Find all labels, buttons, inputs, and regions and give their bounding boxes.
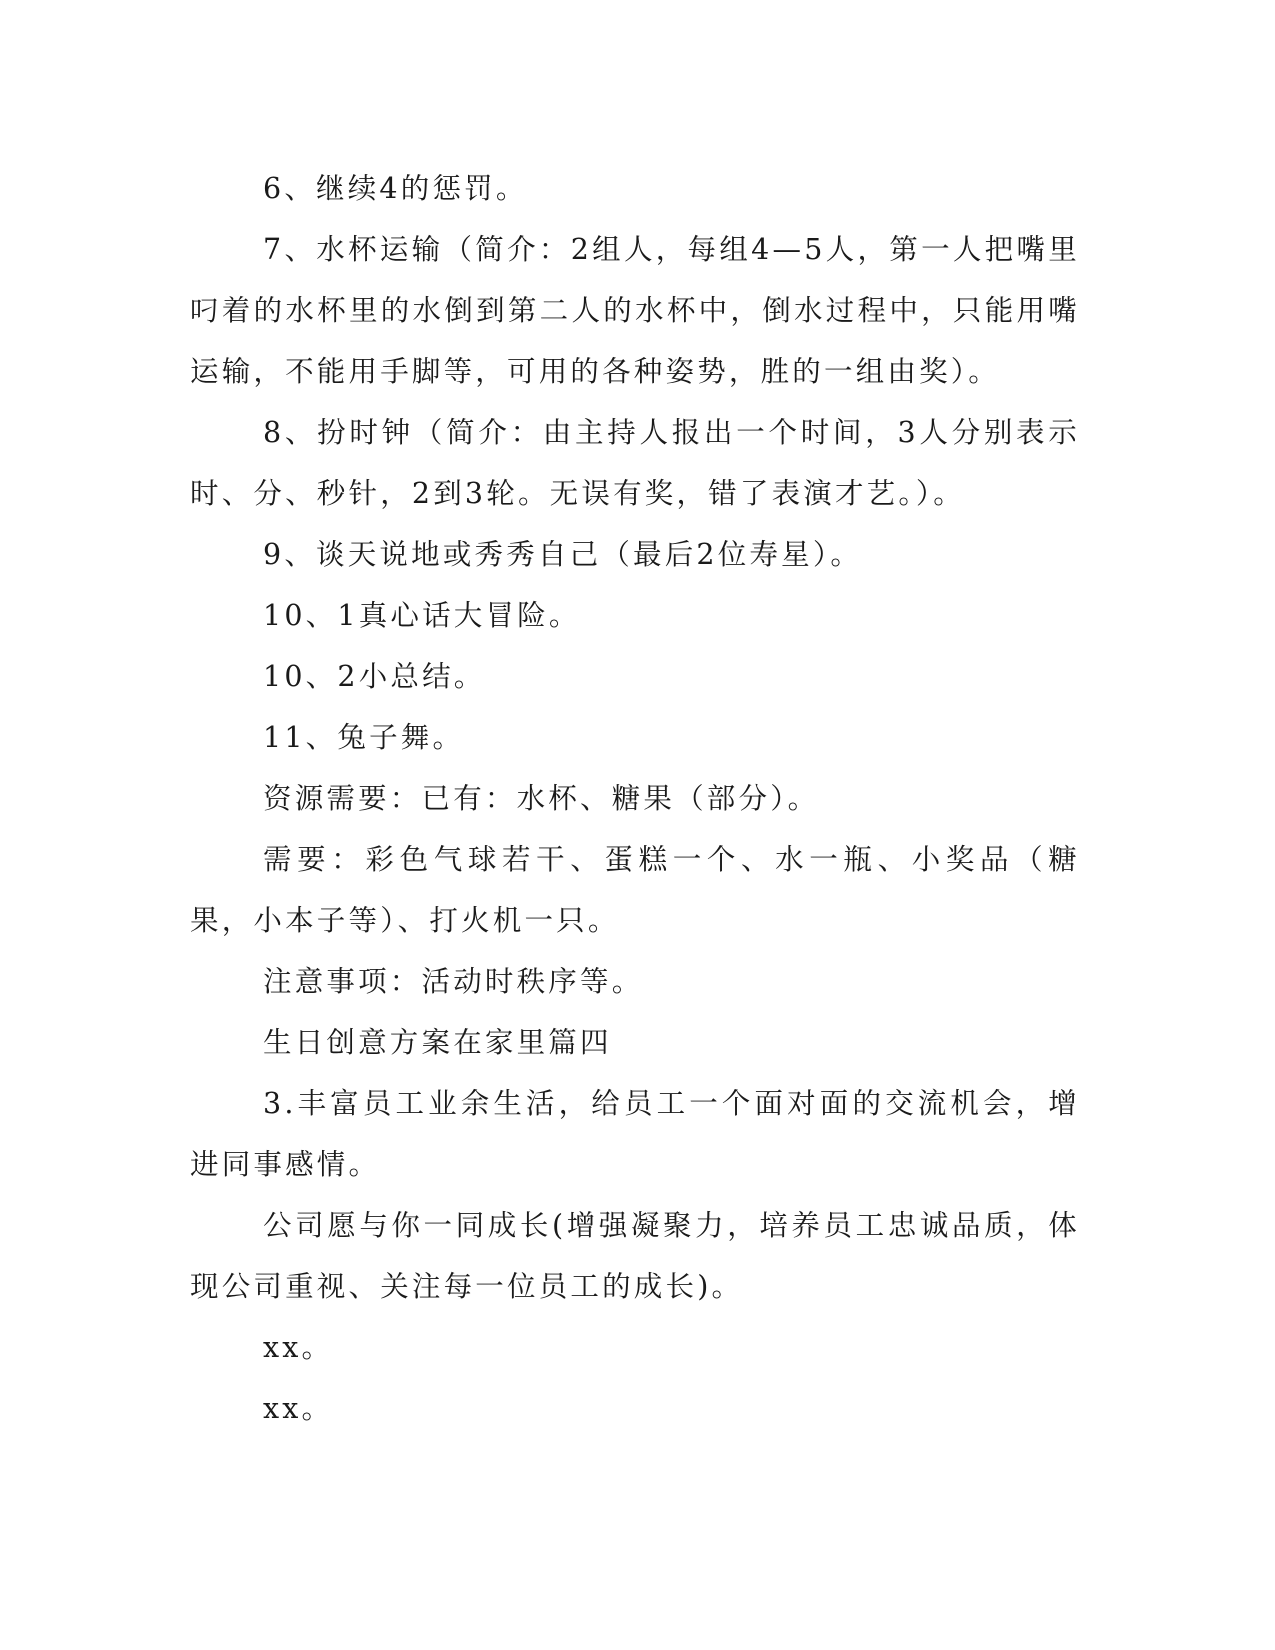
paragraph-item-8-clock: 8、扮时钟（简介：由主持人报出一个时间，3人分别表示时、分、秒针，2到3轮。无误有奖，错了表演才艺。）。 — [190, 416, 1080, 510]
paragraph-item-11-bunny-dance: 11、兔子舞。 — [263, 721, 465, 754]
document-body — [190, 158, 1080, 1439]
paragraph-resources-needed: 需要：彩色气球若干、蛋糕一个、水一瓶、小奖品（糖果，小本子等）、打火机一只。 — [190, 843, 1080, 937]
paragraph-item-9-chat: 9、谈天说地或秀秀自己（最后2位寿星）。 — [263, 538, 863, 571]
paragraph-placeholder-2: xx。 — [263, 1392, 334, 1425]
paragraph-item-7-water-cup: 7、水杯运输（简介：2组人，每组4—5人，第一人把嘴里叼着的水杯里的水倒到第二人的水杯中，倒水过程中，只能用嘴运输，不能用手脚等，可用的各种姿势，胜的一组由奖）。 — [190, 233, 1080, 388]
paragraph-item-6-penalty: 6、继续4的惩罚。 — [263, 172, 528, 205]
paragraph-notes: 注意事项：活动时秩序等。 — [263, 965, 644, 998]
section-heading: 生日创意方案在家里篇四 — [263, 1026, 612, 1059]
paragraph-item-10-1-truth-or-dare: 10、1真心话大冒险。 — [263, 599, 581, 632]
paragraph-company-growth: 公司愿与你一同成长(增强凝聚力，培养员工忠诚品质，体现公司重视、关注每一位员工的成长)。 — [190, 1209, 1080, 1303]
paragraph-placeholder-1: xx。 — [263, 1331, 334, 1364]
paragraph-resources-existing: 资源需要：已有：水杯、糖果（部分）。 — [263, 782, 820, 815]
paragraph-item-10-2-summary: 10、2小总结。 — [263, 660, 486, 693]
paragraph-purpose-3: 3.丰富员工业余生活，给员工一个面对面的交流机会，增进同事感情。 — [190, 1087, 1080, 1181]
